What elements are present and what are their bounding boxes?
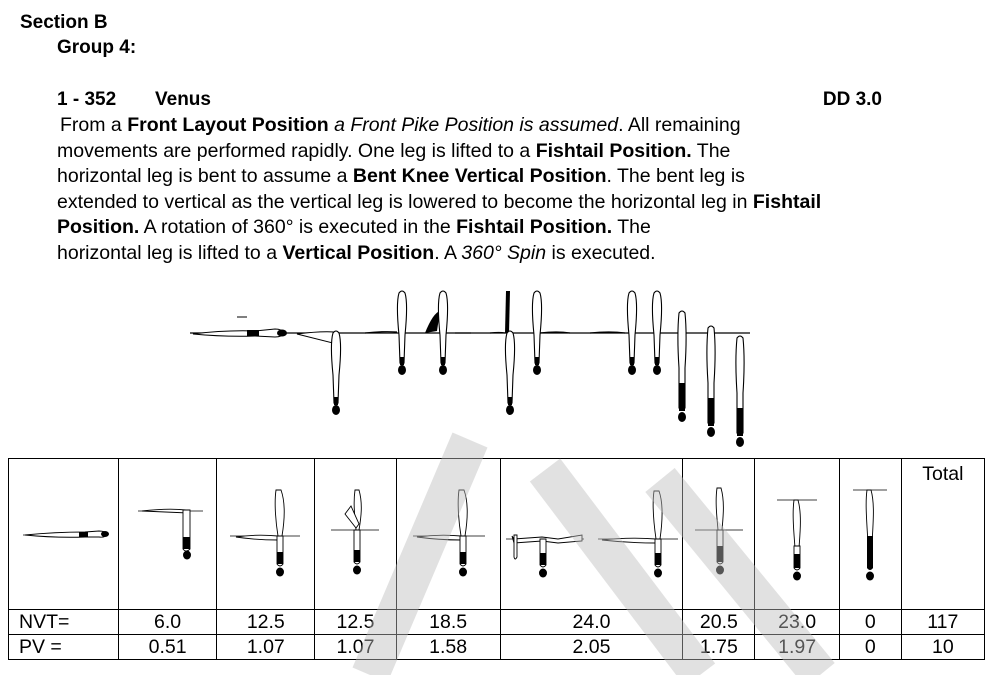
nvt-total: 117 [901,610,984,635]
position-cell [755,459,840,610]
text-run: From a [60,114,128,136]
position-cell [839,459,901,610]
bent-knee-vertical-figure [325,484,385,584]
description-line [57,164,937,190]
pv-value: 1.07 [315,635,397,660]
nvt-value: 12.5 [217,610,315,635]
text-run: . The bent leg is [606,165,745,188]
text-run: A rotation of 360° is executed in the [139,216,457,239]
emphasis-bold: Bent Knee Vertical Position [352,165,607,188]
total-header: Total [901,459,984,610]
front-pike-figure [128,499,208,569]
figure-number: 1 - 352 [57,89,117,110]
vertical-position-figure [689,484,749,584]
position-cell [683,459,755,610]
scoring-table [8,458,985,660]
spin-figure [767,484,827,584]
illustration-row [9,459,985,610]
nvt-value: 23.0 [755,610,840,635]
pv-value: 1.58 [396,635,500,660]
text-run: horizontal leg is lifted to a [57,241,283,264]
nvt-value: 12.5 [315,610,397,635]
text-run: The [691,139,731,162]
pv-row [9,635,985,660]
description-line [57,190,937,216]
emphasis-bold: Fishtail Position. [456,216,613,239]
position-cell [396,459,500,610]
emphasis-bold: Fishtail Position. [535,139,692,162]
text-run: extended to vertical as the vertical leg is lowered to become the horizontal leg in [57,190,753,213]
pv-value: 1.97 [755,635,840,660]
emphasis-bold: Front Layout Position [127,114,329,136]
rotation-360-figures [502,479,682,589]
emphasis-bold: Fishtail [752,190,822,213]
section-title: Section B [20,12,108,33]
descent-figure [845,484,895,584]
figure-name: Venus [155,89,211,110]
nvt-value: 24.0 [500,610,683,635]
text-run: . A [434,241,462,264]
position-cell [118,459,217,610]
fishtail-figure [226,484,306,584]
emphasis-bold: Vertical Position [282,241,435,264]
nvt-value: 20.5 [683,610,755,635]
description-line [57,241,937,267]
nvt-value: 18.5 [396,610,500,635]
nvt-label: NVT= [9,610,119,635]
text-run: is executed. [546,241,656,264]
description-line [57,215,937,241]
position-cell [500,459,683,610]
front-layout-figure [15,519,111,549]
pv-value: 0 [839,635,901,660]
nvt-value: 0 [839,610,901,635]
text-run: movements are performed rapidly. One leg is lifted to a [57,139,536,162]
pv-label: PV = [9,635,119,660]
position-cell [217,459,315,610]
text-run: horizontal leg is bent to assume a [57,165,353,188]
description-line [57,113,937,139]
degree-of-difficulty: DD 3.0 [822,89,882,110]
emphasis-bold: Position. [57,216,140,239]
text-run: . All remaining [618,114,741,136]
text-run: The [612,216,651,239]
nvt-row [9,610,985,635]
figure-sequence-illustration [185,283,755,448]
emphasis-italic: a Front Pike Position is assumed [328,114,619,136]
position-cell [9,459,119,610]
nvt-value: 6.0 [118,610,217,635]
group-title: Group 4: [57,37,137,58]
figure-description [57,113,937,267]
pv-value: 1.07 [217,635,315,660]
emphasis-italic: 360° Spin [461,241,547,264]
fishtail-rotation-figure [403,484,493,584]
description-line [57,139,937,165]
position-cell [315,459,397,610]
pv-value: 0.51 [118,635,217,660]
pv-value: 1.75 [683,635,755,660]
pv-value: 2.05 [500,635,683,660]
pv-total: 10 [901,635,984,660]
